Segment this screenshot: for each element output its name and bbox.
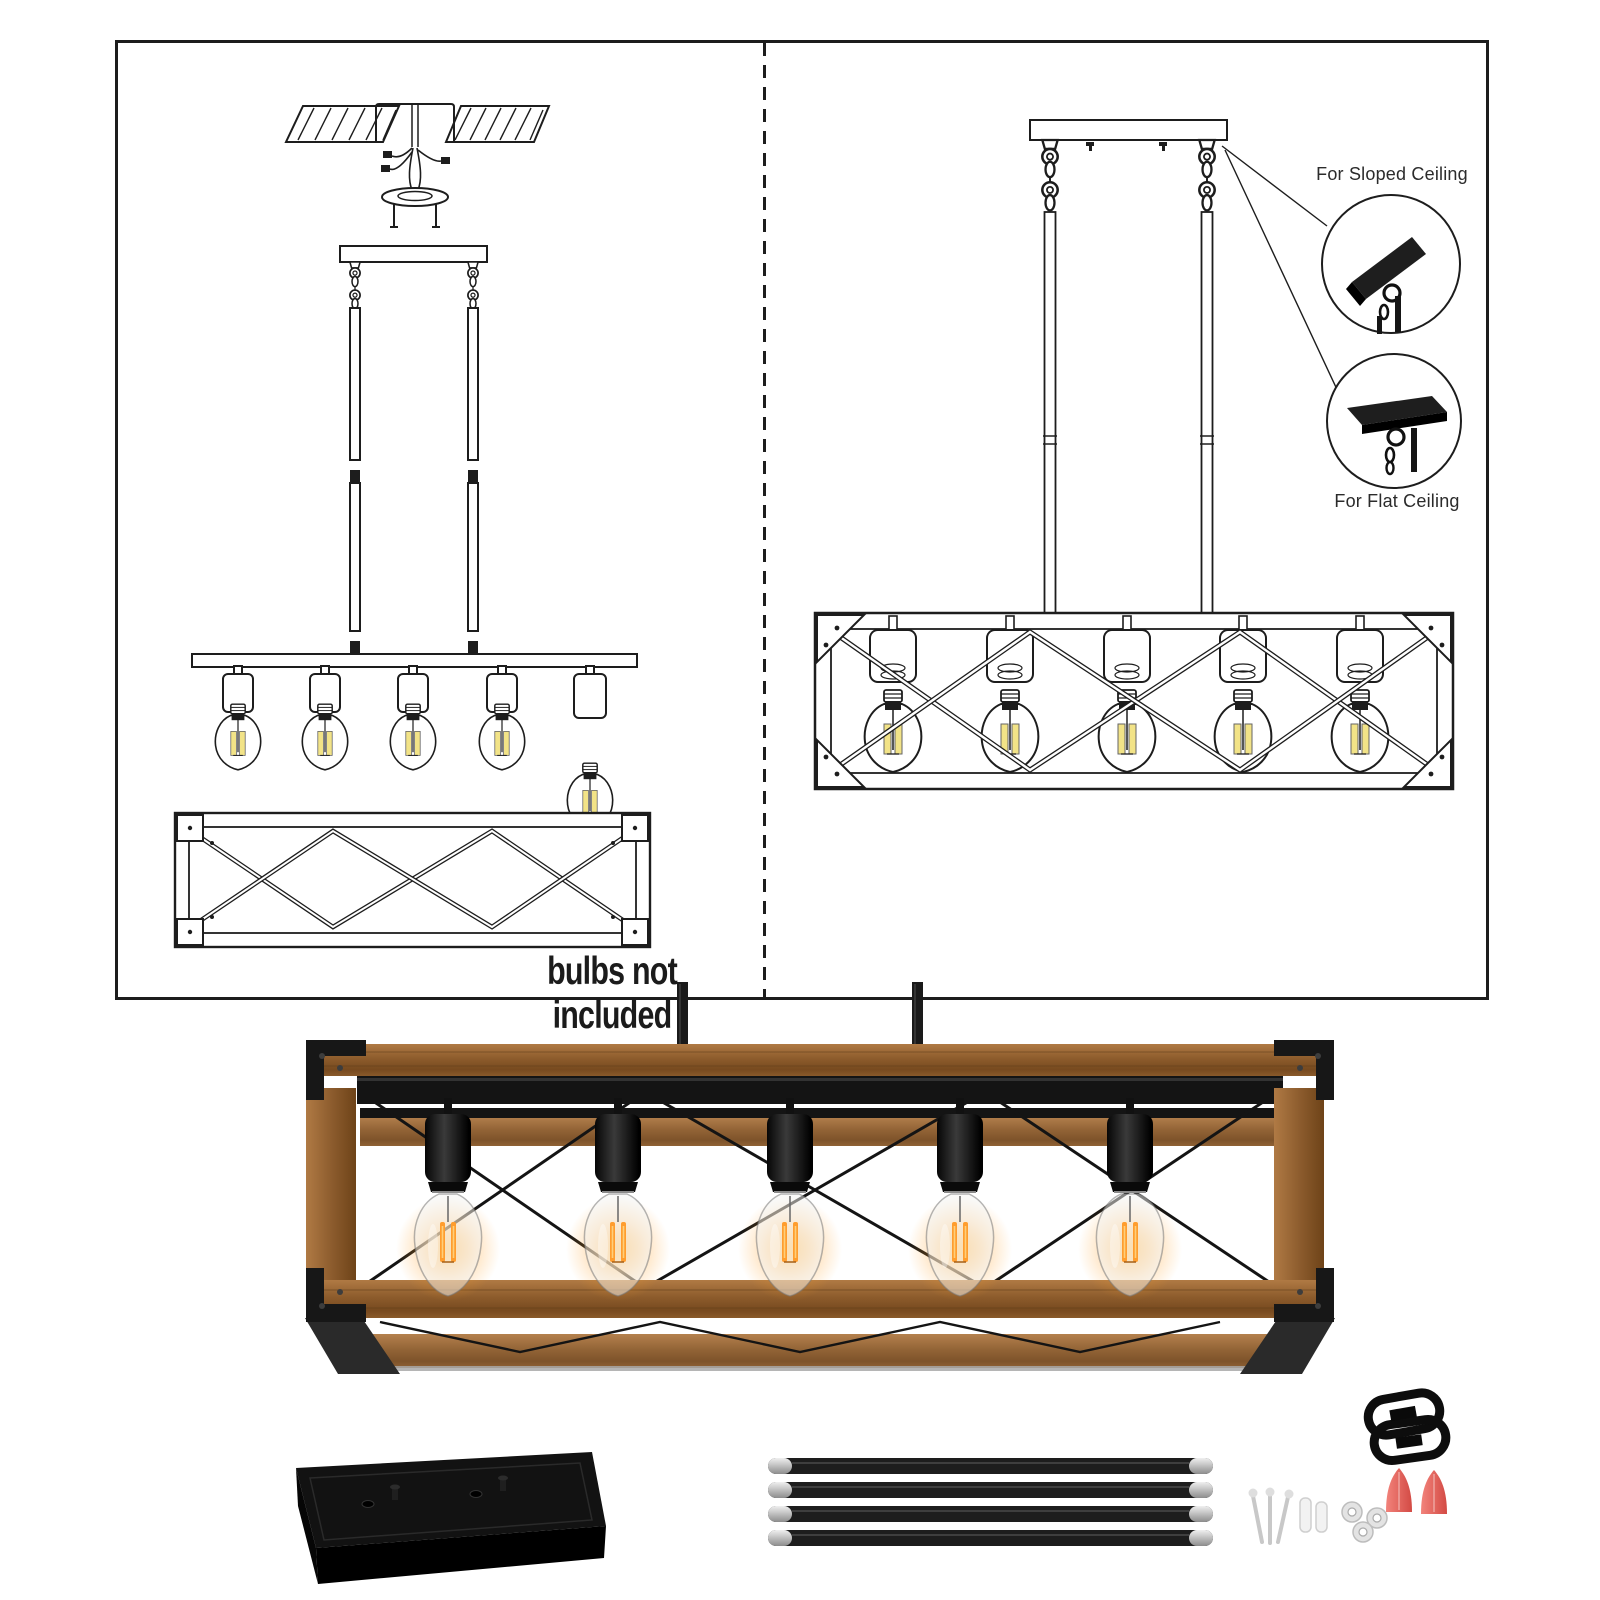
down-rods-photo	[768, 1458, 1213, 1546]
sloped-ceiling-label: For Sloped Ceiling	[1316, 164, 1468, 184]
frame-plan-view-drawing	[175, 813, 650, 947]
canopy-drawing	[1030, 120, 1227, 210]
bulbs-not-included-note: bulbs not included	[547, 950, 677, 1037]
ceiling-junction-box-icon	[286, 104, 549, 227]
light-bar-drawing	[192, 654, 637, 829]
ceiling-type-callout	[1222, 146, 1461, 488]
down-rods-drawing	[350, 308, 478, 653]
wire-nuts-photo	[1386, 1468, 1447, 1514]
bulb-drawing	[215, 704, 612, 829]
screws-and-anchors-photo	[1249, 1488, 1328, 1544]
hanging-rods-drawing	[1043, 212, 1214, 613]
washers-photo	[1342, 1502, 1387, 1542]
flat-ceiling-label: For Flat Ceiling	[1334, 491, 1460, 511]
canopy-bar-drawing	[340, 246, 487, 309]
assembled-chandelier-diagram	[815, 120, 1461, 789]
canopy-plate-photo	[296, 1452, 606, 1584]
frame-front-view-drawing	[815, 613, 1453, 789]
quick-link-carabiners-photo	[1365, 1390, 1448, 1463]
exploded-assembly-diagram	[175, 104, 650, 947]
product-photo-chandelier	[305, 982, 1335, 1374]
parts-row	[296, 1390, 1448, 1584]
